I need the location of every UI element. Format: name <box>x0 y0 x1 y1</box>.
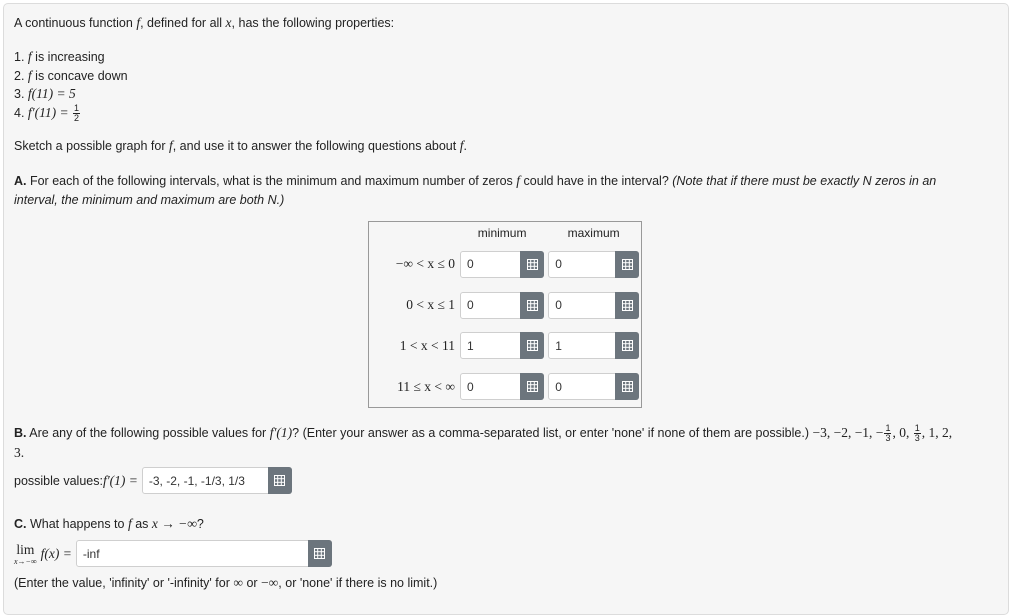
part-c-question: C. What happens to f as x → −∞? <box>14 516 204 531</box>
table-row <box>369 325 642 366</box>
zeros-table <box>368 221 642 408</box>
sketch-instruction: Sketch a possible graph for f, and use it to answer the following questions about f. <box>14 138 467 153</box>
max-input[interactable]: 0 <box>548 373 639 400</box>
intro-text: A continuous function f, defined for all x, has the following properties: <box>14 15 395 30</box>
max-input[interactable]: 1 <box>548 332 639 359</box>
property-item: 4. f′(11) = $\frac{1}{2}$ <box>14 102 79 123</box>
table-row <box>369 244 642 285</box>
grid-icon[interactable] <box>520 251 544 278</box>
property-item: 1. f is increasing <box>14 49 105 64</box>
interval-label: 0 < x ≤ 1 <box>406 297 455 312</box>
min-input[interactable]: 0 <box>460 373 544 400</box>
header-maximum: maximum <box>567 226 620 240</box>
grid-icon[interactable] <box>308 540 332 567</box>
grid-icon[interactable] <box>615 373 639 400</box>
part-c-answer-row: lim x→−∞ f(x) = -inf <box>14 540 332 567</box>
part-b-question: B. Are any of the following possible values for f′(1)? (Enter your answer as a comma-separated list, or enter 'none' if none of them are possible.) −3, −2, −1, − $\frac{1}{3}$ , 0, $\frac{1}{3}$ , 1, 2, 3. <box>14 423 953 461</box>
table-row <box>369 285 642 326</box>
grid-icon[interactable] <box>520 292 544 319</box>
possible-values-input[interactable]: -3, -2, -1, -1/3, 1/3 <box>142 467 292 494</box>
min-input[interactable]: 0 <box>460 292 544 319</box>
part-b-answer-row: possible values: f′(1) = -3, -2, -1, -1/3, 1/3 <box>14 467 292 494</box>
grid-icon[interactable] <box>268 467 292 494</box>
min-input[interactable]: 0 <box>460 251 544 278</box>
min-input[interactable]: 1 <box>460 332 544 359</box>
property-item: 2. f is concave down <box>14 67 128 83</box>
limit-expression: lim x→−∞ <box>14 541 37 566</box>
part-a-question: A. For each of the following intervals, what is the minimum and maximum number of zeros f could have in the interval? (Note that if there must be exactly N zeros in an interval, the minimum and maximum are both N.) <box>14 173 937 207</box>
grid-icon[interactable] <box>520 332 544 359</box>
limit-input[interactable]: -inf <box>76 540 332 567</box>
max-input[interactable]: 0 <box>548 292 639 319</box>
property-item: 3. f(11) = 5 <box>14 86 76 101</box>
part-c-hint: (Enter the value, 'infinity' or '-infinity' for ∞ or −∞, or 'none' if there is no limit.) <box>14 575 438 590</box>
grid-icon[interactable] <box>615 332 639 359</box>
interval-label: −∞ < x ≤ 0 <box>395 256 455 272</box>
grid-icon[interactable] <box>615 251 639 278</box>
interval-label: 11 ≤ x < ∞ <box>397 378 455 394</box>
header-minimum: minimum <box>477 226 527 240</box>
interval-label: 1 < x < 11 <box>399 337 455 353</box>
grid-icon[interactable] <box>520 373 544 400</box>
properties-list <box>14 48 128 123</box>
table-row <box>369 366 642 407</box>
grid-icon[interactable] <box>615 292 639 319</box>
max-input[interactable]: 0 <box>548 251 639 278</box>
